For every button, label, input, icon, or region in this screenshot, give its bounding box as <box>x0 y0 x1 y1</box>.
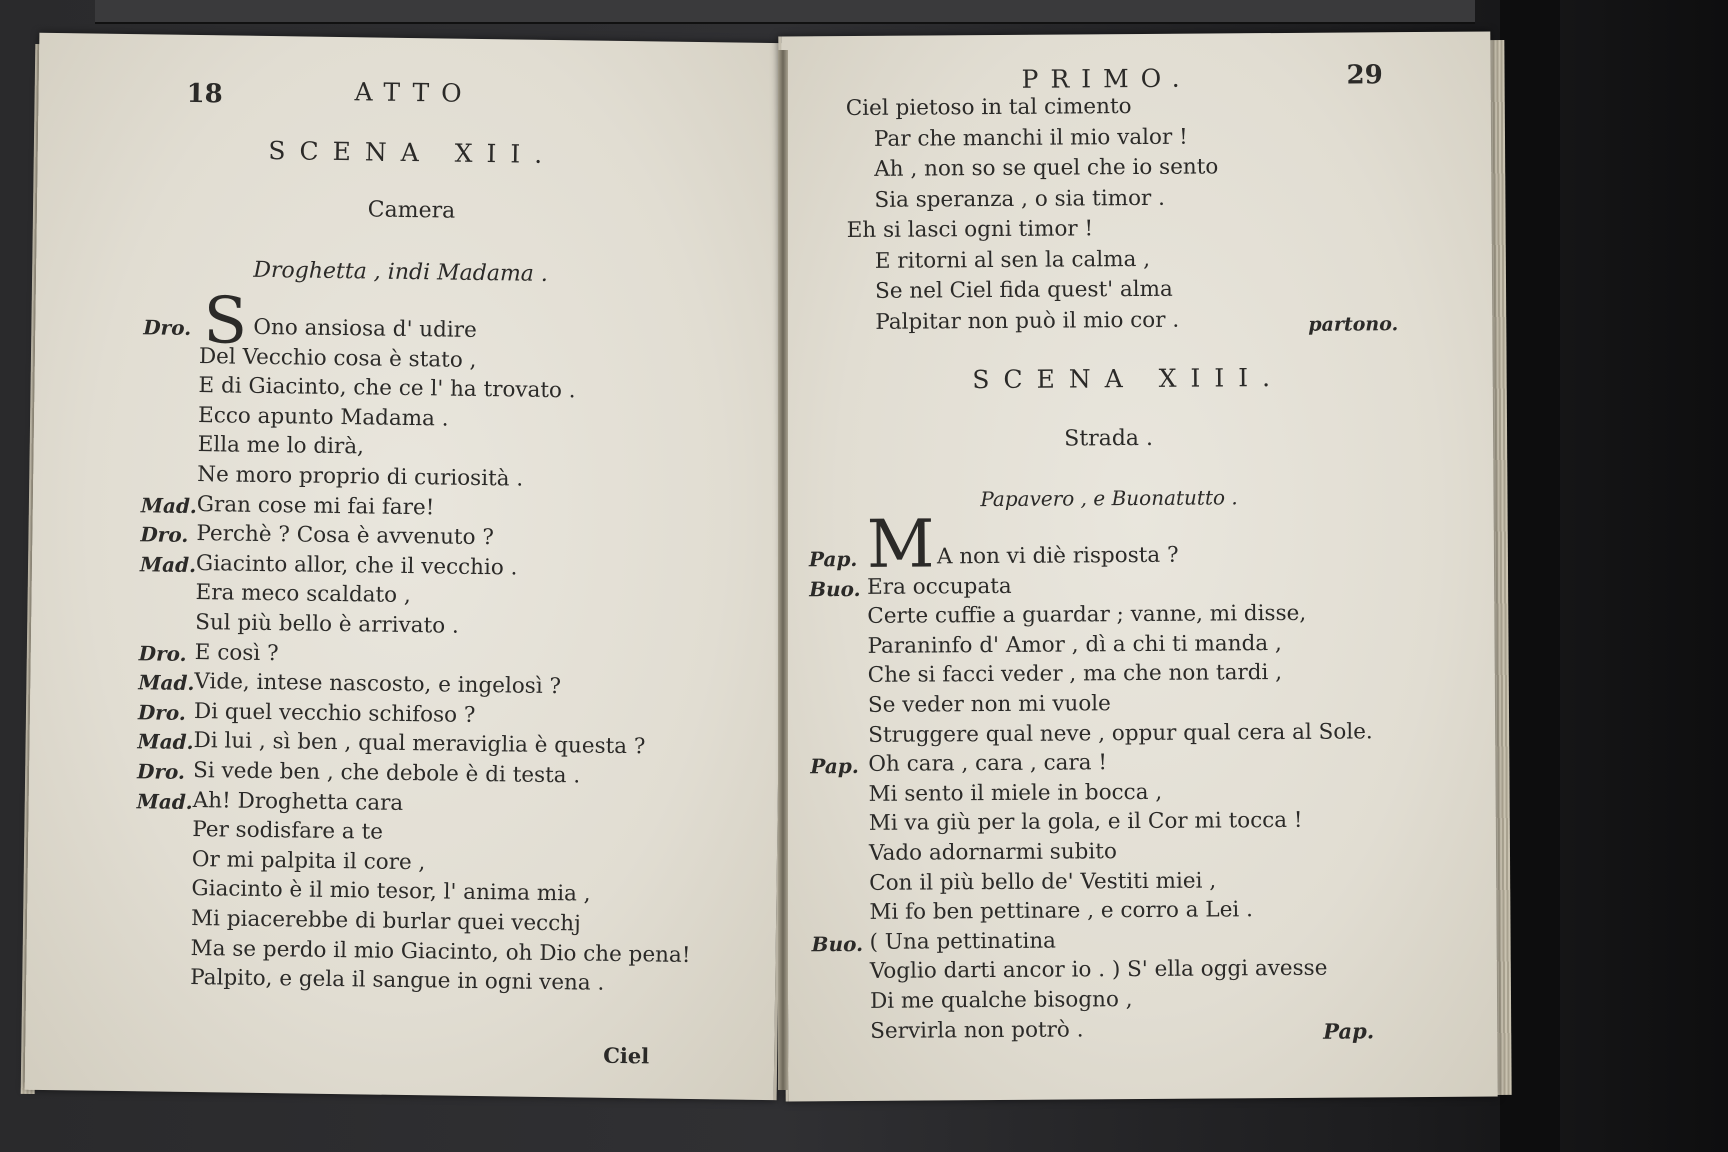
scene-characters: Papavero , e Buonatutto . <box>980 485 1238 512</box>
text-line: E ritorni al sen la calma , <box>874 246 1151 274</box>
text-line: Ecco apunto Madama . <box>197 402 449 432</box>
page-number: 29 <box>1346 60 1383 91</box>
text-line: Mi va giù per la gola, e il Cor mi tocca ! <box>868 808 1303 837</box>
text-line: Certe cuffie a guardar ; vanne, mi disse, <box>867 601 1307 630</box>
text-line: Giacinto è il mio tesor, l' anima mia , <box>191 876 591 907</box>
left-page <box>25 33 792 1100</box>
running-head: ATTO <box>354 77 474 108</box>
speaker-label: Dro. <box>140 522 189 548</box>
scanner-top-edge <box>95 0 1475 24</box>
text-line: Par che manchi il mio valor ! <box>873 124 1188 152</box>
catchword: Ciel <box>603 1042 650 1069</box>
speaker-label: Dro. <box>136 759 186 784</box>
text-line: Ah! Droghetta cara <box>192 787 404 816</box>
book-gutter <box>778 50 788 1090</box>
drop-cap: S <box>202 284 248 359</box>
text-line: Di quel vecchio schifoso ? <box>193 698 476 728</box>
speaker-label: Mad. <box>137 729 194 755</box>
text-line: E di Giacinto, che ce l' ha trovato . <box>198 373 576 404</box>
text-line: Del Vecchio cosa è stato , <box>198 343 477 373</box>
text-line: Vado adornarmi subito <box>868 839 1117 866</box>
text-line: Struggere qual neve , oppur qual cera al Sole. <box>868 718 1373 748</box>
text-line: Sul più bello è arrivato . <box>195 610 460 639</box>
text-line: E così ? <box>194 639 279 666</box>
text-line: Era occupata <box>867 573 1012 600</box>
text-line: Ne moro proprio di curiosità . <box>197 462 524 492</box>
speaker-label: Buo. <box>811 931 864 957</box>
text-line: Per sodisfare a te <box>192 817 384 845</box>
text-line: Mi piacerebbe di burlar quei vecchj <box>190 906 581 937</box>
page-number: 18 <box>186 78 223 110</box>
drop-cap: M <box>866 505 935 583</box>
text-line: Di lui , sì ben , qual meraviglia è questa ? <box>193 728 646 760</box>
scene-setting: Camera <box>367 197 456 224</box>
text-line: Se veder non mi vuole <box>867 691 1111 718</box>
text-line: Mi sento il miele in bocca , <box>868 779 1163 807</box>
text-line: Ciel pietoso in tal cimento <box>845 94 1132 122</box>
text-line: Se nel Ciel fida quest' alma <box>874 276 1173 304</box>
text-line: Servirla non potrò . <box>870 1016 1084 1044</box>
scene-characters: Droghetta , indi Madama . <box>253 257 549 287</box>
text-line: A non vi diè risposta ? <box>936 542 1179 570</box>
speaker-label: Dro. <box>137 700 186 725</box>
speaker-label: Mad. <box>138 670 195 696</box>
text-line: Giacinto allor, che il vecchio . <box>195 550 518 581</box>
text-line: Ah , non so se quel che io sento <box>874 154 1219 182</box>
text-line: ( Una pettinatina <box>869 928 1057 955</box>
text-line: Ella me lo dirà, <box>197 432 365 460</box>
catchword: Pap. <box>1323 1018 1375 1044</box>
text-line: Or mi palpita il core , <box>191 846 426 876</box>
text-line: Ma se perdo il mio Giacinto, oh Dio che pena! <box>190 935 691 968</box>
speaker-label: Mad. <box>136 788 193 814</box>
text-line: Sia speranza , o sia timor . <box>874 185 1166 213</box>
text-line: Si vede ben , che debole è di testa . <box>192 758 581 789</box>
text-line: Voglio darti ancor io . ) S' ella oggi avesse <box>869 956 1328 985</box>
speaker-label: Dro. <box>143 315 192 340</box>
right-page <box>778 32 1497 1102</box>
scene-heading: SCENA XIII. <box>972 362 1285 395</box>
speaker-label: Buo. <box>809 576 861 601</box>
text-line: Di me qualche bisogno , <box>869 987 1133 1014</box>
text-line: Perchè ? Cosa è avvenuto ? <box>196 521 495 551</box>
text-line: Era meco scaldato , <box>195 580 411 609</box>
text-line: Gran cose mi fai fare! <box>196 491 435 520</box>
scene-heading: SCENA XII. <box>268 136 557 170</box>
text-line: Che si facci veder , ma che non tardi , <box>867 660 1283 689</box>
speaker-label: Mad. <box>139 552 197 577</box>
text-line: Mi fo ben pettinare , e corro a Lei . <box>869 897 1254 926</box>
text-line: Con il più bello de' Vestiti miei , <box>869 868 1217 896</box>
text-line: Eh si lasci ogni timor ! <box>846 216 1094 244</box>
text-line: Palpito, e gela il sangue in ogni vena . <box>190 965 605 996</box>
text-line: Palpitar non può il mio cor . <box>875 307 1180 335</box>
scene-setting: Strada . <box>1064 425 1154 452</box>
running-head: PRIMO. <box>1021 63 1192 94</box>
stage-direction: partono. <box>1308 313 1399 336</box>
speaker-label: Pap. <box>810 754 859 779</box>
text-line: Paraninfo d' Amor , dì a chi ti manda , <box>867 630 1282 659</box>
text-line: Vide, intese nascosto, e ingelosì ? <box>194 669 562 700</box>
text-line: Oh cara , cara , cara ! <box>868 750 1108 778</box>
text-line: Ono ansiosa d' udire <box>253 314 477 343</box>
speaker-label: Pap. <box>808 546 858 572</box>
speaker-label: Mad. <box>140 492 198 518</box>
speaker-label: Dro. <box>138 640 187 666</box>
